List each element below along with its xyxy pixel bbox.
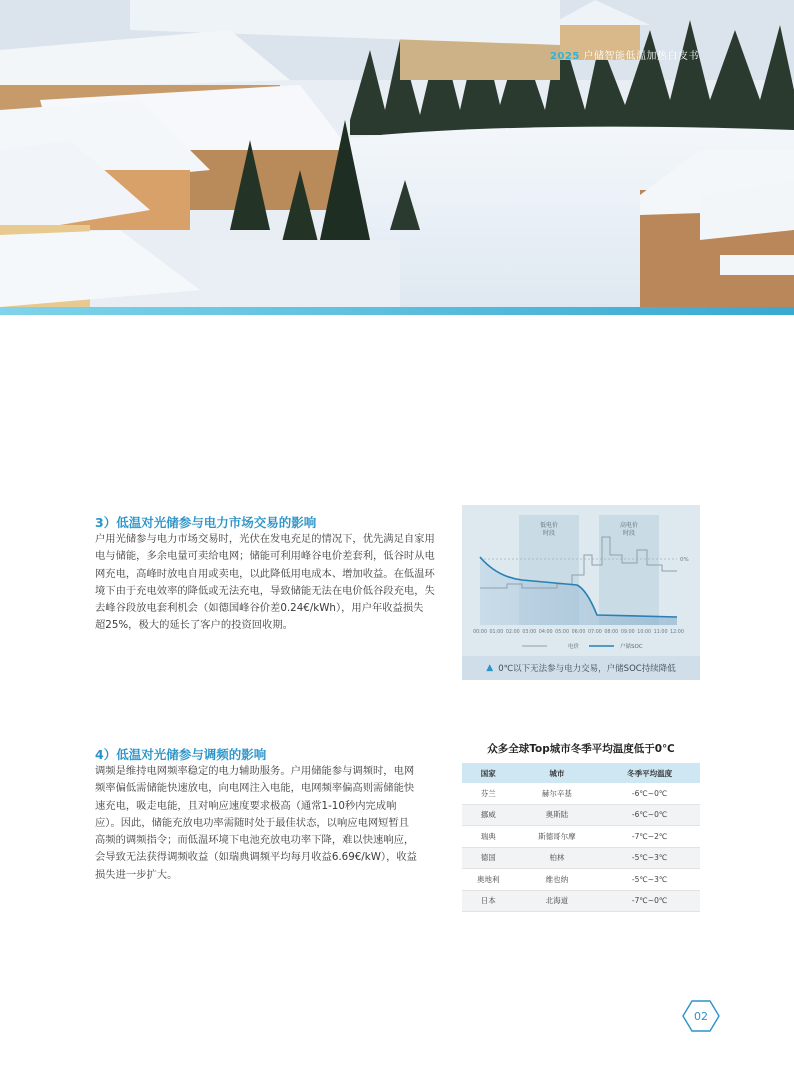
x-tick: 01:00 bbox=[489, 630, 504, 635]
table-row bbox=[462, 869, 700, 891]
table-cell-country: 挪威 bbox=[462, 804, 515, 826]
section4-line: 调频是维持电网频率稳定的电力辅助服务。户用储能参与调频时，电网 bbox=[95, 765, 415, 777]
header-title-text: 户储智能低温加热白皮书 bbox=[579, 51, 700, 62]
x-axis bbox=[473, 629, 684, 635]
table-cell-city: 维也纳 bbox=[515, 869, 600, 891]
table-header: 国家 bbox=[462, 763, 515, 783]
table-cell-temp: -5℃~3℃ bbox=[599, 847, 700, 869]
header-title bbox=[550, 47, 699, 62]
table-header: 城市 bbox=[515, 763, 600, 783]
x-tick: 03:00 bbox=[522, 630, 537, 635]
table-header: 冬季平均温度 bbox=[599, 763, 700, 783]
table-cell-country: 奥地利 bbox=[462, 869, 515, 891]
x-tick: 10:00 bbox=[637, 630, 652, 635]
section4-body bbox=[95, 763, 440, 884]
table-cell-temp: -5℃~3℃ bbox=[599, 869, 700, 891]
table-cell-country: 芬兰 bbox=[462, 783, 515, 804]
section4-line: 会导致无法获得调频收益（如瑞典调频平均每月收益6.69€/kW），收益 bbox=[95, 851, 417, 864]
header-year: 2025 bbox=[550, 51, 580, 62]
triangle-icon: ▲ bbox=[486, 663, 494, 673]
page-number: 02 bbox=[694, 1009, 708, 1023]
table-row bbox=[462, 783, 700, 804]
x-tick: 04:00 bbox=[538, 630, 553, 635]
section3-body bbox=[95, 531, 450, 635]
x-tick: 00:00 bbox=[473, 630, 487, 635]
table-cell-city: 赫尔辛基 bbox=[515, 783, 600, 804]
section3-line: 电与储能，多余电量可卖给电网；储能可利用峰谷电价差套利，低谷时从电 bbox=[95, 550, 435, 563]
temperature-table bbox=[462, 763, 700, 912]
high-band-label: 时段 bbox=[622, 530, 636, 537]
low-band-label: 时段 bbox=[542, 530, 556, 537]
table-cell-city: 奥斯陆 bbox=[515, 804, 600, 826]
hero-stripe bbox=[0, 307, 794, 315]
table-row bbox=[462, 804, 700, 826]
section4-line: 应）。因此，储能充放电功率需随时处于最佳状态，以响应电网短暂且 bbox=[95, 816, 410, 829]
table-cell-temp: -6℃~0℃ bbox=[599, 804, 700, 826]
table-cell-temp: -7℃~2℃ bbox=[599, 826, 700, 848]
low-band-label: 低电价 bbox=[539, 522, 559, 529]
table-header-row bbox=[462, 763, 700, 783]
x-tick: 07:00 bbox=[587, 630, 602, 635]
table-cell-country: 日本 bbox=[462, 890, 515, 912]
section3-line: 网充电，高峰时放电自用或卖电，以此降低用电成本、增加收益。在低温环 bbox=[95, 567, 435, 580]
legend-price-label: 电价 bbox=[568, 644, 580, 650]
section3-line: 境下由于充电效率的降低或无法充电，导致储能无法在电价低谷段充电，失 bbox=[95, 584, 435, 597]
high-band-label: 高电价 bbox=[619, 522, 639, 529]
section3-title: 3）低温对光储参与电力市场交易的影响 bbox=[95, 515, 317, 530]
table-cell-city: 斯德哥尔摩 bbox=[515, 826, 600, 848]
chart-svg bbox=[462, 505, 700, 656]
x-tick: 02:00 bbox=[505, 630, 520, 635]
x-tick: 05:00 bbox=[555, 630, 570, 635]
section3-line: 去峰谷段放电套利机会（如德国峰谷价差0.24€/kWh），用户年收益损失 bbox=[95, 602, 424, 615]
section4-line: 速充电，吸走电能，且对响应速度要求极高（通常1-10秒内完成响 bbox=[95, 799, 397, 812]
section4-title: 4）低温对光储参与调频的影响 bbox=[95, 747, 267, 762]
table-row bbox=[462, 890, 700, 912]
section3-line: 超25%，极大的延长了客户的投资回收期。 bbox=[95, 619, 293, 632]
legend-soc-label: 户储SOC bbox=[620, 644, 643, 650]
table-cell-country: 德国 bbox=[462, 847, 515, 869]
table-row bbox=[462, 847, 700, 869]
chart-caption-text: 0℃以下无法参与电力交易，户储SOC持续降低 bbox=[498, 664, 676, 674]
chart-caption bbox=[462, 656, 700, 680]
table-cell-temp: -7℃~0℃ bbox=[599, 890, 700, 912]
section3-line: 户用光储参与电力市场交易时，光伏在发电充足的情况下，优先满足自家用 bbox=[95, 533, 435, 545]
x-tick: 11:00 bbox=[653, 630, 668, 635]
x-tick: 08:00 bbox=[604, 630, 619, 635]
page-number-badge bbox=[682, 1000, 720, 1032]
table-cell-temp: -6℃~0℃ bbox=[599, 783, 700, 804]
section4-line: 频率偏低需储能快速放电，向电网注入电能，电网频率偏高则需储能快 bbox=[95, 782, 415, 795]
chart-panel bbox=[462, 505, 700, 680]
table-cell-country: 瑞典 bbox=[462, 826, 515, 848]
table-row bbox=[462, 826, 700, 848]
table-cell-city: 柏林 bbox=[515, 847, 600, 869]
x-tick: 09:00 bbox=[620, 630, 635, 635]
section4-line: 损失进一步扩大。 bbox=[95, 868, 178, 881]
table-title: 众多全球Top城市冬季平均温度低于0℃ bbox=[487, 743, 675, 755]
section4-line: 高频的调频指令；而低温环境下电池充放电功率下降，难以快速响应， bbox=[95, 834, 415, 847]
x-tick: 06:00 bbox=[571, 630, 586, 635]
reference-label: 0% bbox=[680, 557, 689, 563]
table-cell-city: 北海道 bbox=[515, 890, 600, 912]
x-tick: 12:00 bbox=[670, 630, 684, 635]
